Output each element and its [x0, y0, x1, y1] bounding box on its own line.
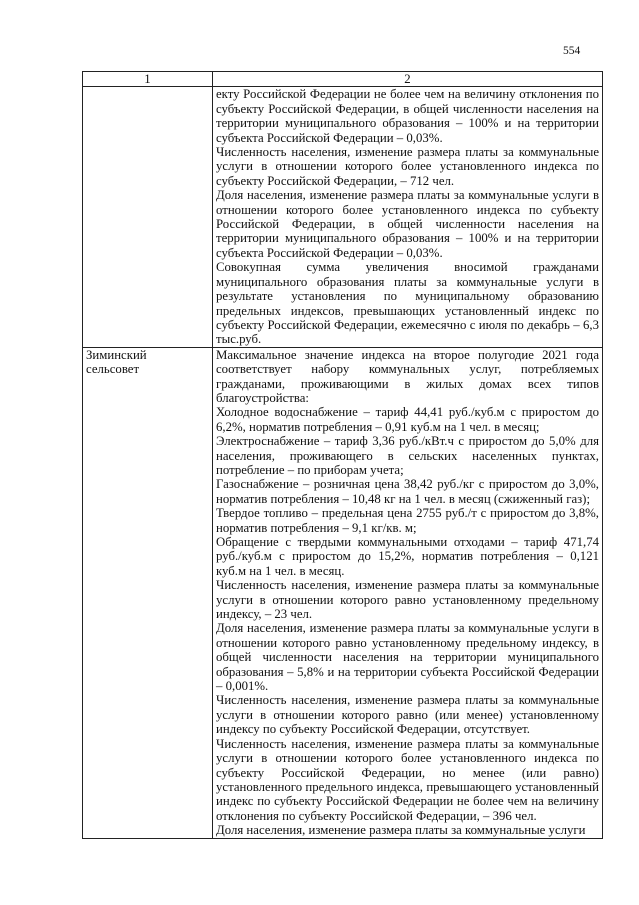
paragraph: Совокупная сумма увеличения вносимой гражданами муниципального образования платы за коммунальные услуги в результате установления по муниципальному образованию предельных индексов, превышающих установленный индекс по субъекту Российской Федерации, ежемесячно с июля по декабрь – 6,3 тыс.руб. [216, 260, 599, 347]
paragraph: Газоснабжение – розничная цена 38,42 руб./кг с приростом до 3,0%, норматив потребления – 10,48 кг на 1 чел. в месяц (сжиженный газ); [216, 477, 599, 506]
paragraph: екту Российской Федерации не более чем на величину отклонения по субъекту Российской Федерации, в общей численности населения на территории муниципального образования – 100% и на территории субъекта Российской Федерации – 0,03%. [216, 87, 599, 145]
paragraph: Численность населения, изменение размера платы за коммунальные услуги в отношении которого равно (или менее) установленному индексу по субъекту Российской Федерации, отсутствует. [216, 693, 599, 737]
region-cell [83, 87, 213, 347]
paragraph: Численность населения, изменение размера платы за коммунальные услуги в отношении которого более установленного индекса по субъекту Российской Федерации, – 712 чел. [216, 145, 599, 188]
paragraph: Обращение с твердыми коммунальными отходами – тариф 471,74 руб./куб.м с приростом до 15,2%, норматив потребления – 0,121 куб.м на 1 чел. в месяц. [216, 535, 599, 578]
paragraph: Твердое топливо – предельная цена 2755 руб./т с приростом до 3,8%, норматив потребления – 9,1 кг/кв. м; [216, 506, 599, 535]
paragraph: Численность населения, изменение размера платы за коммунальные услуги в отношении которого более установленного индекса по субъекту Российской Федерации, но менее (или равно) установленного предельного индекса, превышающего установленный индекс по субъекту Российской Федерации не более чем на величину отклонения по субъекту Российской Федерации, – 396 чел. [216, 736, 599, 823]
column-header-1: 1 [83, 72, 213, 87]
data-table [82, 71, 603, 839]
paragraph: Доля населения, изменение размера платы за коммунальные услуги в отношении которого более установленного индекса по субъекту Российской Федерации, в общей численности населения на территории муниципального образования – 100% и на территории субъекта Российской Федерации – 0,03%. [216, 188, 599, 260]
region-cell [83, 347, 213, 838]
paragraph: Холодное водоснабжение – тариф 44,41 руб./куб.м с приростом до 6,2%, норматив потребления – 0,91 куб.м на 1 чел. в месяц; [216, 405, 599, 434]
table-row [83, 347, 603, 838]
table-row [83, 87, 603, 347]
paragraph: Максимальное значение индекса на второе полугодие 2021 года соответствует набору коммунальных услуг, потребляемых гражданами, проживающими в жилых домах всех типов благоустройства: [216, 347, 599, 405]
paragraph: Доля населения, изменение размера платы за коммунальные услуги в отношении которого равно установленному предельному индексу, в общей численности населения на территории муниципального образования – 5,8% и на территории субъекта Российской Федерации – 0,001%. [216, 621, 599, 694]
page-number: 554 [563, 45, 581, 57]
column-header-2: 2 [213, 72, 603, 87]
content-cell [213, 347, 603, 838]
content-cell [213, 87, 603, 347]
paragraph: Численность населения, изменение размера платы за коммунальные услуги в отношении которого равно установленному предельному индексу, – 23 чел. [216, 578, 599, 622]
region-name-line: Зиминский [86, 347, 147, 362]
table-header-row [83, 72, 603, 87]
paragraph: Доля населения, изменение размера платы за коммунальные услуги [216, 823, 586, 838]
paragraph: Электроснабжение – тариф 3,36 руб./кВт.ч с приростом до 5,0% для населения, проживающего в сельских населенных пунктах, потребление – по приборам учета; [216, 434, 599, 477]
region-name-line: сельсовет [86, 362, 140, 377]
